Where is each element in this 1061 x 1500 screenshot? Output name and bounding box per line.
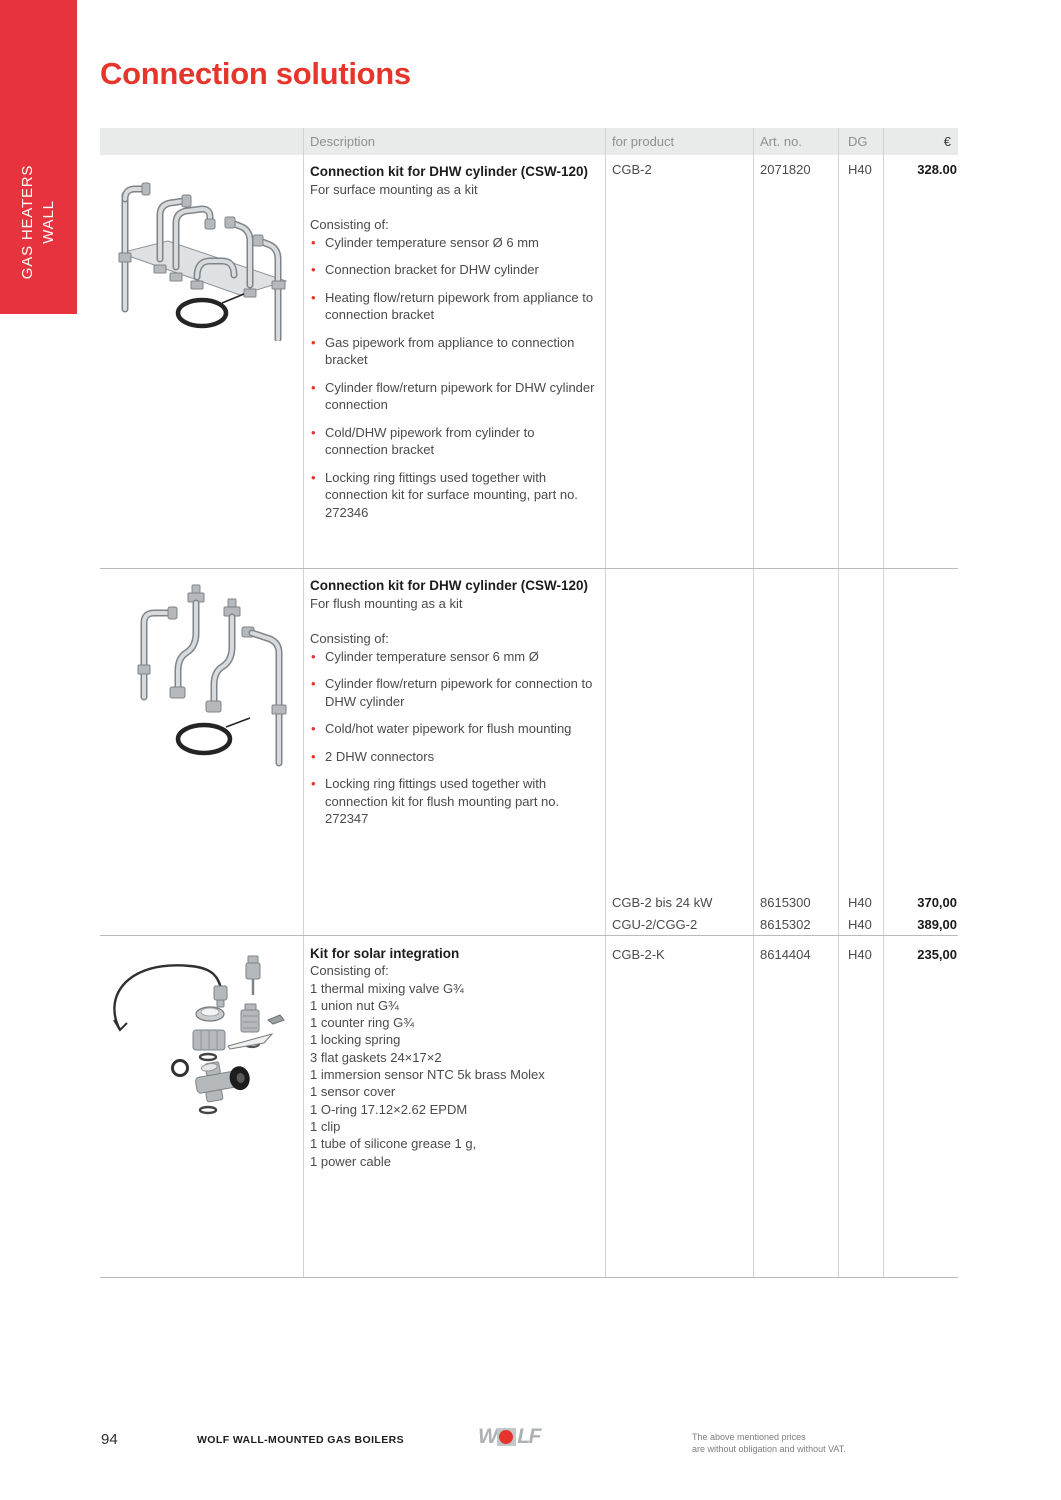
row2-variant2-art-no: 8615302 [760,917,811,932]
list-item: • 2 DHW connectors [310,748,598,766]
row-divider [100,568,958,569]
document-label: WOLF WALL-MOUNTED GAS BOILERS [197,1434,404,1446]
list-item: 1 power cable [310,1153,391,1169]
category-band [0,0,77,314]
list-item: 1 locking spring [310,1032,401,1048]
wolf-logo-lf: LF [517,1425,540,1448]
category-band-line1: GAS HEATERS [19,164,36,280]
vat-note [692,1432,846,1455]
list-item: • Cylinder flow/return pipework for connection to DHW cylinder [310,675,598,710]
list-item: 1 O-ring 17.12×2.62 EPDM [310,1101,468,1117]
row2-variant-1 [100,892,958,913]
list-item: 1 thermal mixing valve G¾ [310,980,464,996]
list-item: • Locking ring fittings used together with connection kit for flush mounting part no. 272347 [310,775,598,828]
row1-art-no: 2071820 [760,162,811,177]
vat-note-line1: The above mentioned prices [692,1432,806,1442]
list-item: • Connection bracket for DHW cylinder [310,261,598,279]
row3-consisting-label: Consisting of: [310,963,389,979]
list-item: • Cold/hot water pipework for flush mounting [310,720,598,738]
wolf-logo-o-icon [497,1428,516,1446]
table-header [100,128,958,155]
list-item: 1 counter ring G¾ [310,1015,415,1031]
list-item: 3 flat gaskets 24×17×2 [310,1049,442,1065]
row1-description [310,163,598,521]
page-title: Connection solutions [100,56,411,91]
row3-title: Kit for solar integration [310,946,460,961]
header-art-no: Art. no. [760,134,802,149]
surface-mounting-kit-illustration [102,161,304,341]
list-item: • Locking ring fittings used together with connection kit for surface mounting, part no. 272346 [310,469,598,522]
row2-title: Connection kit for DHW cylinder (CSW-120) [310,578,588,593]
row-divider [100,935,958,936]
row2-variant1-dg: H40 [848,895,872,910]
category-band-line2: WALL [40,200,57,244]
row2-variant1-art-no: 8615300 [760,895,811,910]
row3-description [310,945,598,1170]
list-item: • Gas pipework from appliance to connection bracket [310,334,598,369]
category-band-label [17,165,59,279]
list-item: 1 union nut G¾ [310,997,399,1013]
table-bottom-border [100,1277,958,1278]
row2-variant-2 [100,914,958,935]
list-item: • Cylinder temperature sensor 6 mm Ø [310,648,598,666]
row2-description [310,577,598,828]
row2-bullet-list [310,648,598,828]
header-for-product: for product [612,134,675,149]
row1-price: 328.00 [917,162,957,177]
list-item: • Cold/DHW pipework from cylinder to connection bracket [310,424,598,459]
wolf-logo [478,1426,540,1448]
row1-title: Connection kit for DHW cylinder (CSW-120) [310,164,588,179]
row3-dg: H40 [848,947,872,962]
row2-consisting-label: Consisting of: [310,631,389,646]
flush-mounting-kit-illustration [124,577,294,767]
column-divider [838,128,839,1278]
row1-subtitle: For surface mounting as a kit [310,182,478,197]
row2-subtitle: For flush mounting as a kit [310,596,463,611]
wolf-logo-red-dot [499,1430,513,1444]
row2-variant2-for-product: CGU-2/CGG-2 [612,917,698,932]
column-divider [883,128,884,1278]
list-item: 1 clip [310,1118,341,1134]
row2-variant1-for-product: CGB-2 bis 24 kW [612,895,713,910]
vat-note-line2: are without obligation and without VAT. [692,1443,846,1454]
list-item: 1 sensor cover [310,1084,396,1100]
column-divider [753,128,754,1278]
row3-art-no: 8614404 [760,947,811,962]
row1-consisting-label: Consisting of: [310,217,389,232]
list-item: • Cylinder temperature sensor Ø 6 mm [310,234,598,252]
wolf-logo-w: W [478,1425,497,1448]
page-number: 94 [101,1431,118,1448]
row2-variant1-price: 370,00 [917,895,957,910]
row1-dg: H40 [848,162,872,177]
solar-integration-kit-illustration [100,948,295,1120]
list-item: 1 immersion sensor NTC 5k brass Molex [310,1067,545,1083]
header-dg: DG [848,134,868,149]
row1-for-product: CGB-2 [612,162,652,177]
list-item: • Heating flow/return pipework from appliance to connection bracket [310,289,598,324]
row1-bullet-list [310,234,598,522]
row3-price: 235,00 [917,947,957,962]
row2-variant2-price: 389,00 [917,917,957,932]
row3-for-product: CGB-2-K [612,947,665,962]
row2-variant2-dg: H40 [848,917,872,932]
list-item: • Cylinder flow/return pipework for DHW cylinder connection [310,379,598,414]
list-item: 1 tube of silicone grease 1 g, [310,1136,477,1152]
header-currency: € [943,134,951,149]
column-divider [605,128,606,1278]
header-description: Description [310,134,376,149]
price-table [100,128,958,1278]
